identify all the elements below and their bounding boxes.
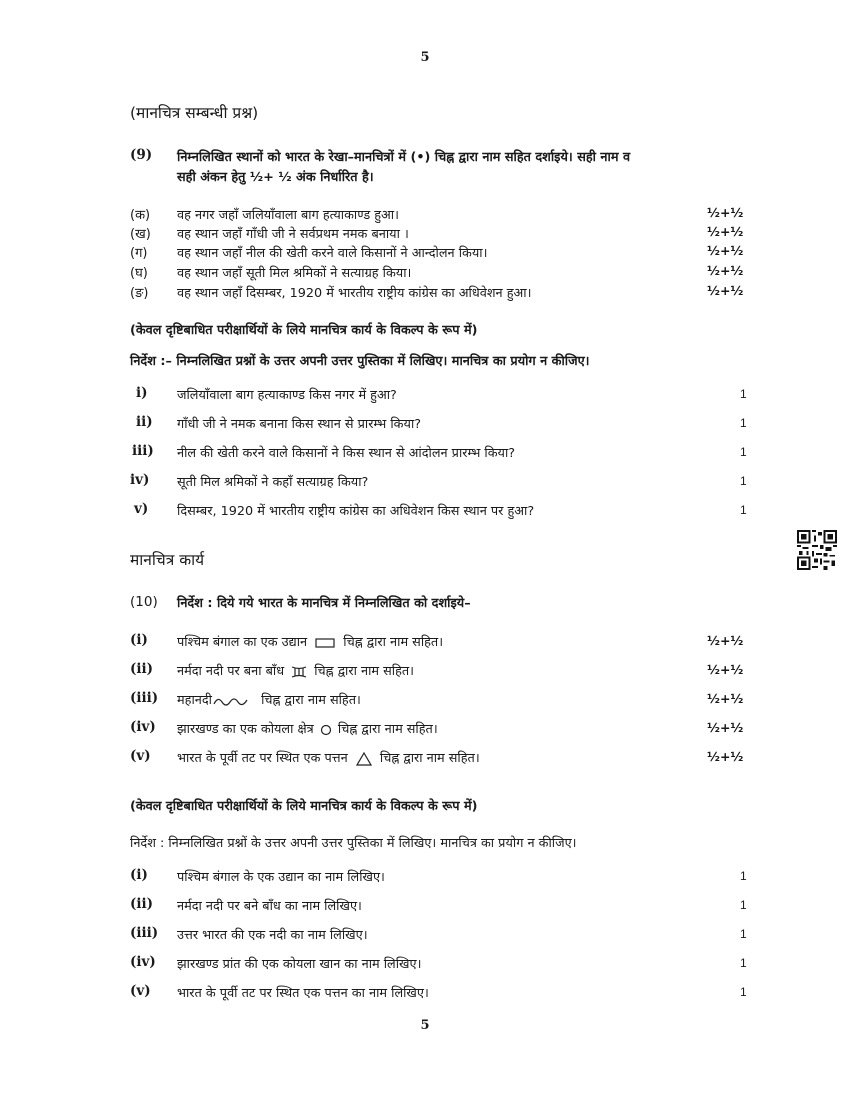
vi2-question-label: (v) — [130, 983, 151, 999]
q10-item-marks: ½+½ — [707, 691, 744, 706]
vi2-question-text: भारत के पूर्वी तट पर स्थित एक पत्तन का नाम लिखिए। — [177, 986, 429, 1001]
q9-item-label: (ग) — [130, 246, 148, 261]
q9-item-marks: ½+½ — [707, 205, 744, 220]
q10-item-text — [177, 632, 443, 650]
q9-item-text: वह नगर जहाँ जलियाँवाला बाग हत्याकाण्ड हुआ। — [177, 208, 399, 223]
q9-item-label: (क) — [130, 208, 151, 223]
q9-item-marks: ½+½ — [707, 283, 744, 298]
q9-item-text: वह स्थान जहाँ सूती मिल श्रमिकों ने सत्याग्रह किया। — [177, 266, 412, 281]
vi2-question-marks: 1 — [740, 927, 747, 941]
q9-item-label: (ख) — [130, 227, 151, 242]
wave-symbol-icon — [213, 695, 249, 707]
qr-code-icon — [797, 530, 837, 570]
vi2-question-label: (iii) — [130, 925, 159, 941]
vi-instruction-2: निर्देश : निम्नलिखित प्रश्नों के उत्तर अपनी उत्तर पुस्तिका में लिखिए। मानचित्र का प्रयोग न कीजिए। — [130, 836, 577, 851]
vi1-question-text: नील की खेती करने वाले किसानों ने किस स्थान से आंदोलन प्रारम्भ किया? — [177, 446, 516, 461]
vi2-question-marks: 1 — [740, 898, 747, 912]
q9-item-text: वह स्थान जहाँ नील की खेती करने वाले किसानों ने आन्दोलन किया। — [177, 246, 488, 261]
vi1-question-marks: 1 — [740, 474, 747, 488]
q10-item-before: भारत के पूर्वी तट पर स्थित एक पत्तन — [177, 751, 348, 766]
q9-item-text: वह स्थान जहाँ गाँधी जी ने सर्वप्रथम नमक बनाया । — [177, 227, 409, 242]
vi1-question-marks: 1 — [740, 387, 747, 401]
vi1-question-marks: 1 — [740, 416, 747, 430]
q9-item-marks: ½+½ — [707, 224, 744, 239]
vi2-question-text: नर्मदा नदी पर बने बाँध का नाम लिखिए। — [177, 899, 362, 914]
q10-instruction: निर्देश : दिये गये भारत के मानचित्र में निम्नलिखित को दर्शाइये– — [177, 596, 471, 611]
vi1-question-text: सूती मिल श्रमिकों ने कहाँ सत्याग्रह किया? — [177, 475, 369, 490]
q10-item-after: चिह्न द्वारा नाम सहित। — [314, 664, 415, 679]
vi2-question-label: (i) — [130, 867, 148, 883]
q10-item-label: (v) — [130, 748, 151, 764]
rectangle-symbol-icon — [315, 637, 335, 649]
vi1-question-label: iii) — [132, 443, 154, 459]
q9-instruction-line2: सही अंकन हेतु ½+ ½ अंक निर्धारित है। — [177, 170, 374, 185]
q9-item-label: (ङ) — [130, 286, 149, 301]
vi1-question-text: जलियाँवाला बाग हत्याकाण्ड किस नगर में हुआ? — [177, 388, 397, 403]
q10-number: (10) — [130, 594, 158, 610]
vi1-question-label: iv) — [130, 472, 150, 488]
vi2-question-label: (ii) — [130, 896, 154, 912]
q9-number: (9) — [130, 147, 153, 163]
q10-item-before: नर्मदा नदी पर बना बाँध — [177, 664, 285, 679]
q9-item-marks: ½+½ — [707, 263, 744, 278]
circle-symbol-icon — [320, 724, 332, 736]
vi1-question-label: ii) — [136, 414, 153, 430]
q10-item-after: चिह्न द्वारा नाम सहित। — [261, 693, 361, 708]
map-questions-heading: (मानचित्र सम्बन्धी प्रश्न) — [130, 104, 259, 122]
q10-item-label: (ii) — [130, 661, 154, 677]
page-number-bottom: 5 — [420, 1018, 430, 1033]
vi2-question-text: उत्तर भारत की एक नदी का नाम लिखिए। — [177, 928, 368, 943]
q10-item-marks: ½+½ — [707, 720, 744, 735]
vi-instruction-1: निर्देश :– निम्नलिखित प्रश्नों के उत्तर अपनी उत्तर पुस्तिका में लिखिए। मानचित्र का प्रयोग न कीजिए। — [130, 354, 590, 369]
vi1-question-text: दिसम्बर, 1920 में भारतीय राष्ट्रीय कांग्रेस का अधिवेशन किस स्थान पर हुआ? — [177, 504, 535, 519]
q10-item-text — [177, 719, 438, 737]
vi2-question-marks: 1 — [740, 869, 747, 883]
q10-item-before: महानदी — [177, 693, 212, 708]
q10-item-before: पश्चिम बंगाल का एक उद्यान — [177, 635, 308, 650]
q9-instruction-line1: निम्नलिखित स्थानों को भारत के रेखा–मानचित्रों में (•) चिह्न द्वारा नाम सहित दर्शाइये। सही नाम व — [177, 150, 631, 165]
q10-item-marks: ½+½ — [707, 662, 744, 677]
vi-note-2: (केवल दृष्टिबाधित परीक्षार्थियों के लिये मानचित्र कार्य के विकल्प के रूप में) — [130, 799, 478, 814]
vi2-question-marks: 1 — [740, 956, 747, 970]
q10-item-after: चिह्न द्वारा नाम सहित। — [337, 722, 438, 737]
q9-item-label: (घ) — [130, 266, 148, 281]
vi2-question-text: पश्चिम बंगाल के एक उद्यान का नाम लिखिए। — [177, 870, 385, 885]
vi1-question-label: v) — [134, 501, 149, 517]
q10-item-after: चिह्न द्वारा नाम सहित। — [379, 751, 480, 766]
q10-item-before: झारखण्ड का एक कोयला क्षेत्र — [177, 722, 314, 737]
q10-item-after: चिह्न द्वारा नाम सहित। — [343, 635, 444, 650]
q10-item-label: (iii) — [130, 690, 159, 706]
q10-item-marks: ½+½ — [707, 749, 744, 764]
map-work-heading: मानचित्र कार्य — [130, 551, 205, 569]
dam-symbol-icon — [290, 665, 308, 679]
q10-item-marks: ½+½ — [707, 633, 744, 648]
q10-item-label: (iv) — [130, 719, 156, 735]
q9-item-text: वह स्थान जहाँ दिसम्बर, 1920 में भारतीय राष्ट्रीय कांग्रेस का अधिवेशन हुआ। — [177, 286, 532, 301]
q10-item-text — [177, 661, 414, 679]
vi1-question-marks: 1 — [740, 445, 747, 459]
vi2-question-label: (iv) — [130, 954, 156, 970]
q10-item-label: (i) — [130, 632, 148, 648]
triangle-symbol-icon — [356, 752, 372, 766]
vi-note-1: (केवल दृष्टिबाधित परीक्षार्थियों के लिये मानचित्र कार्य के विकल्प के रूप में) — [130, 323, 478, 338]
q10-item-text — [177, 748, 480, 766]
q9-item-marks: ½+½ — [707, 243, 744, 258]
vi1-question-marks: 1 — [740, 503, 747, 517]
vi2-question-text: झारखण्ड प्रांत की एक कोयला खान का नाम लिखिए। — [177, 957, 422, 972]
page-number-top: 5 — [420, 50, 430, 65]
q10-item-text — [177, 690, 361, 708]
vi1-question-label: i) — [136, 385, 148, 401]
vi2-question-marks: 1 — [740, 985, 747, 999]
vi1-question-text: गाँधी जी ने नमक बनाना किस स्थान से प्रारम्भ किया? — [177, 417, 422, 432]
